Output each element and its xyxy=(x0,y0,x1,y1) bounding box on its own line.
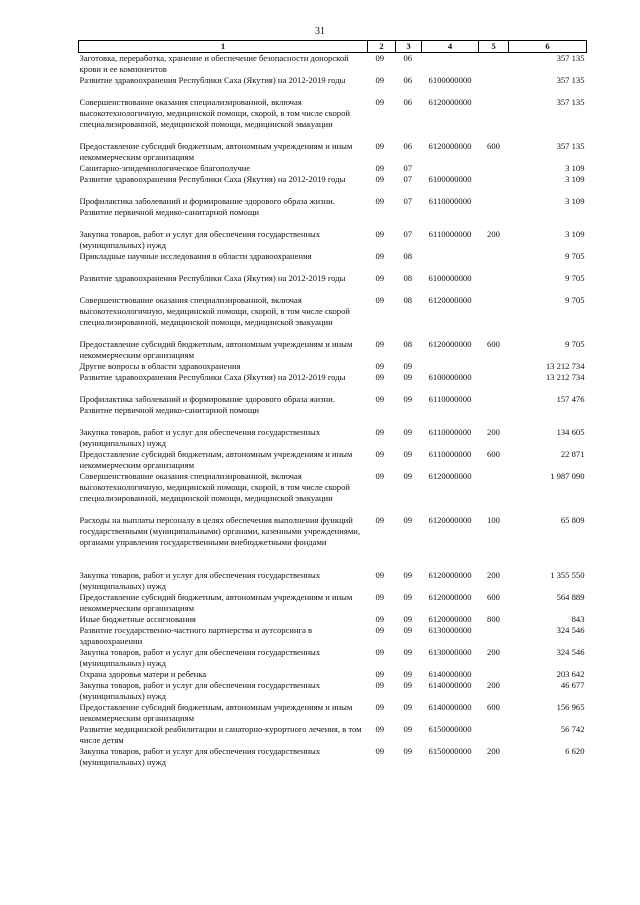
row-section-cell: 09 xyxy=(375,449,385,459)
row-amount-cell: 157 476 xyxy=(556,394,585,404)
row-expense-type-cell xyxy=(479,372,509,394)
table-row xyxy=(79,339,587,361)
row-subsection-cell: 08 xyxy=(403,273,413,283)
row-expense-type-cell xyxy=(479,394,509,427)
row-section-cell: 09 xyxy=(375,97,385,107)
row-section-cell: 09 xyxy=(375,372,385,382)
row-section-cell: 09 xyxy=(375,702,385,712)
table-row xyxy=(79,746,587,768)
row-amount-cell: 13 212 734 xyxy=(545,372,585,382)
row-amount-cell: 203 642 xyxy=(556,669,585,679)
row-subsection-cell: 09 xyxy=(403,669,413,679)
row-name-cell: Другие вопросы в области здравоохранения xyxy=(79,361,241,371)
row-section-cell: 09 xyxy=(375,471,385,481)
row-amount-cell: 324 546 xyxy=(556,625,585,635)
row-section-cell: 09 xyxy=(375,251,385,261)
table-row xyxy=(79,229,587,251)
row-target-article-cell: 6110000000 xyxy=(428,449,472,459)
row-amount-cell: 357 135 xyxy=(556,141,585,151)
row-target-article-cell: 6150000000 xyxy=(428,724,472,734)
row-name-cell: Закупка товаров, работ и услуг для обеспечения государственных (муниципальных) нужд xyxy=(79,427,321,448)
table-row xyxy=(79,669,587,680)
row-name-cell: Совершенствование оказания специализированной, включая высокотехнологичную, медицинской помощи, скорой, в том числе скорой специализированной, медицинской помощи, медицинской эвакуации xyxy=(79,97,350,129)
row-amount-cell: 1 987 090 xyxy=(550,471,585,481)
table-row xyxy=(79,97,587,141)
row-section-cell: 09 xyxy=(375,647,385,657)
row-expense-type-cell: 200 xyxy=(487,427,500,437)
row-subsection-cell: 09 xyxy=(403,702,413,712)
row-target-article-cell: 6110000000 xyxy=(428,229,472,239)
table-row xyxy=(79,724,587,746)
row-target-article-cell: 6120000000 xyxy=(428,339,472,349)
table-row xyxy=(79,471,587,515)
row-subsection-cell: 09 xyxy=(403,614,413,624)
row-subsection-cell: 06 xyxy=(403,53,413,63)
row-target-article-cell: 6120000000 xyxy=(428,515,472,525)
row-subsection-cell: 09 xyxy=(403,570,413,580)
column-header-6: 6 xyxy=(509,41,587,53)
row-amount-cell: 56 742 xyxy=(560,724,585,734)
row-amount-cell: 22 871 xyxy=(560,449,585,459)
row-section-cell: 09 xyxy=(375,229,385,239)
row-expense-type-cell: 200 xyxy=(487,647,500,657)
table-row xyxy=(79,251,587,273)
row-target-article-cell xyxy=(422,361,479,372)
row-subsection-cell: 09 xyxy=(403,427,413,437)
row-target-article-cell: 6100000000 xyxy=(428,372,472,382)
row-subsection-cell: 06 xyxy=(403,75,413,85)
row-amount-cell: 357 135 xyxy=(556,97,585,107)
row-name-cell: Совершенствование оказания специализированной, включая высокотехнологичную, медицинской помощи, скорой, в том числе скорой специализированной, медицинской помощи, медицинской эвакуации xyxy=(79,295,350,327)
row-subsection-cell: 08 xyxy=(403,339,413,349)
row-target-article-cell xyxy=(422,53,479,76)
row-name-cell: Охрана здоровья матери и ребенка xyxy=(79,669,207,679)
row-target-article-cell: 6140000000 xyxy=(428,702,472,712)
row-expense-type-cell: 600 xyxy=(487,141,500,151)
row-amount-cell: 9 705 xyxy=(565,273,585,283)
table-row xyxy=(79,163,587,174)
table-row xyxy=(79,174,587,196)
page-number: 31 xyxy=(315,26,325,37)
row-section-cell: 09 xyxy=(375,339,385,349)
row-expense-type-cell xyxy=(479,75,509,97)
row-amount-cell: 65 809 xyxy=(560,515,585,525)
row-section-cell: 09 xyxy=(375,273,385,283)
row-expense-type-cell: 600 xyxy=(487,592,500,602)
row-expense-type-cell: 200 xyxy=(487,746,500,756)
row-amount-cell: 46 677 xyxy=(560,680,585,690)
row-expense-type-cell xyxy=(479,163,509,174)
column-header-4: 4 xyxy=(422,41,479,53)
row-name-cell: Закупка товаров, работ и услуг для обеспечения государственных (муниципальных) нужд xyxy=(79,647,321,668)
row-section-cell: 09 xyxy=(375,614,385,624)
row-section-cell: 09 xyxy=(375,625,385,635)
table-row xyxy=(79,515,587,570)
row-amount-cell: 357 135 xyxy=(556,75,585,85)
row-amount-cell: 3 109 xyxy=(565,229,585,239)
budget-table xyxy=(78,40,587,768)
row-target-article-cell: 6120000000 xyxy=(428,295,472,305)
row-expense-type-cell: 200 xyxy=(487,229,500,239)
row-target-article-cell: 6120000000 xyxy=(428,570,472,580)
row-name-cell: Развитие здравоохранения Республики Саха (Якутия) на 2012-2019 годы xyxy=(79,273,346,283)
row-expense-type-cell xyxy=(479,174,509,196)
row-expense-type-cell xyxy=(479,361,509,372)
row-name-cell: Закупка товаров, работ и услуг для обеспечения государственных (муниципальных) нужд xyxy=(79,570,321,591)
row-name-cell: Закупка товаров, работ и услуг для обеспечения государственных (муниципальных) нужд xyxy=(79,229,321,250)
row-name-cell: Профилактика заболеваний и формирование здорового образа жизни. Развитие первичной медико-санитарной помощи xyxy=(79,394,335,415)
row-name-cell: Предоставление субсидий бюджетным, автономным учреждениям и иным некоммерческим организациям xyxy=(79,141,353,162)
row-target-article-cell: 6120000000 xyxy=(428,141,472,151)
row-expense-type-cell xyxy=(479,471,509,515)
row-section-cell: 09 xyxy=(375,295,385,305)
table-row xyxy=(79,75,587,97)
row-name-cell: Закупка товаров, работ и услуг для обеспечения государственных (муниципальных) нужд xyxy=(79,746,321,767)
row-name-cell: Закупка товаров, работ и услуг для обеспечения государственных (муниципальных) нужд xyxy=(79,680,321,701)
row-target-article-cell: 6100000000 xyxy=(428,75,472,85)
row-target-article-cell xyxy=(422,163,479,174)
row-amount-cell: 3 109 xyxy=(565,174,585,184)
row-target-article-cell: 6130000000 xyxy=(428,625,472,635)
row-subsection-cell: 07 xyxy=(403,229,413,239)
column-header-2: 2 xyxy=(368,41,396,53)
row-name-cell: Развитие государственно-частного партнерства и аутсорсинга в здравоохранении xyxy=(79,625,313,646)
table-body xyxy=(79,53,587,769)
row-name-cell: Прикладные научные исследования в области здравоохранения xyxy=(79,251,312,261)
table-row xyxy=(79,614,587,625)
table-row xyxy=(79,592,587,614)
table-row xyxy=(79,141,587,163)
row-section-cell: 09 xyxy=(375,163,385,173)
row-target-article-cell: 6120000000 xyxy=(428,97,472,107)
table-row xyxy=(79,196,587,229)
row-subsection-cell: 09 xyxy=(403,746,413,756)
column-header-1: 1 xyxy=(79,41,368,53)
row-target-article-cell: 6110000000 xyxy=(428,427,472,437)
row-subsection-cell: 09 xyxy=(403,361,413,371)
row-amount-cell: 843 xyxy=(571,614,585,624)
table-row xyxy=(79,372,587,394)
row-section-cell: 09 xyxy=(375,746,385,756)
table-row xyxy=(79,273,587,295)
row-section-cell: 09 xyxy=(375,141,385,151)
row-name-cell: Иные бюджетные ассигнования xyxy=(79,614,196,624)
row-amount-cell: 324 546 xyxy=(556,647,585,657)
row-expense-type-cell: 600 xyxy=(487,449,500,459)
row-name-cell: Развитие здравоохранения Республики Саха (Якутия) на 2012-2019 годы xyxy=(79,75,346,85)
table-row xyxy=(79,680,587,702)
row-section-cell: 09 xyxy=(375,196,385,206)
row-amount-cell: 6 620 xyxy=(565,746,585,756)
row-section-cell: 09 xyxy=(375,570,385,580)
table-row xyxy=(79,295,587,339)
row-subsection-cell: 09 xyxy=(403,372,413,382)
row-expense-type-cell: 100 xyxy=(487,515,500,525)
row-amount-cell: 3 109 xyxy=(565,163,585,173)
row-name-cell: Предоставление субсидий бюджетным, автономным учреждениям и иным некоммерческим организациям xyxy=(79,339,353,360)
row-amount-cell: 357 135 xyxy=(556,53,585,63)
row-subsection-cell: 09 xyxy=(403,515,413,525)
row-subsection-cell: 06 xyxy=(403,97,413,107)
row-target-article-cell: 6140000000 xyxy=(428,669,472,679)
row-amount-cell: 564 889 xyxy=(556,592,585,602)
row-section-cell: 09 xyxy=(375,669,385,679)
row-name-cell: Совершенствование оказания специализированной, включая высокотехнологичную, медицинской помощи, скорой, в том числе скорой специализированной, медицинской помощи, медицинской эвакуации xyxy=(79,471,350,503)
row-target-article-cell: 6140000000 xyxy=(428,680,472,690)
table-row xyxy=(79,394,587,427)
table-row xyxy=(79,702,587,724)
row-target-article-cell: 6120000000 xyxy=(428,471,472,481)
row-amount-cell: 156 965 xyxy=(556,702,585,712)
row-name-cell: Предоставление субсидий бюджетным, автономным учреждениям и иным некоммерческим организациям xyxy=(79,592,353,613)
row-expense-type-cell xyxy=(479,724,509,746)
row-amount-cell: 3 109 xyxy=(565,196,585,206)
row-section-cell: 09 xyxy=(375,53,385,63)
row-name-cell: Заготовка, переработка, хранение и обеспечение безопасности донорской крови и ее компонентов xyxy=(79,53,349,74)
row-expense-type-cell xyxy=(479,273,509,295)
row-expense-type-cell xyxy=(479,251,509,273)
row-name-cell: Расходы на выплаты персоналу в целях обеспечения выполнения функций государственными (муниципальными) органами, казенными учреждениями, органами управления государственными внебюджетными фондами xyxy=(79,515,361,547)
row-subsection-cell: 09 xyxy=(403,592,413,602)
row-target-article-cell: 6110000000 xyxy=(428,196,472,206)
row-expense-type-cell: 800 xyxy=(487,614,500,624)
table-row xyxy=(79,647,587,669)
row-section-cell: 09 xyxy=(375,174,385,184)
row-section-cell: 09 xyxy=(375,592,385,602)
row-subsection-cell: 09 xyxy=(403,471,413,481)
row-section-cell: 09 xyxy=(375,427,385,437)
row-subsection-cell: 07 xyxy=(403,196,413,206)
row-subsection-cell: 07 xyxy=(403,163,413,173)
row-subsection-cell: 09 xyxy=(403,394,413,404)
row-subsection-cell: 09 xyxy=(403,724,413,734)
row-subsection-cell: 07 xyxy=(403,174,413,184)
row-section-cell: 09 xyxy=(375,75,385,85)
row-amount-cell: 9 705 xyxy=(565,251,585,261)
row-target-article-cell: 6120000000 xyxy=(428,592,472,602)
row-expense-type-cell xyxy=(479,295,509,339)
column-header-3: 3 xyxy=(396,41,422,53)
table-row xyxy=(79,625,587,647)
row-section-cell: 09 xyxy=(375,361,385,371)
row-amount-cell: 9 705 xyxy=(565,295,585,305)
row-amount-cell: 1 355 550 xyxy=(550,570,585,580)
row-name-cell: Санитарно-эпидемиологическое благополучие xyxy=(79,163,251,173)
row-name-cell: Профилактика заболеваний и формирование здорового образа жизни. Развитие первичной медико-санитарной помощи xyxy=(79,196,335,217)
row-section-cell: 09 xyxy=(375,724,385,734)
row-expense-type-cell: 600 xyxy=(487,339,500,349)
table-row xyxy=(79,361,587,372)
row-amount-cell: 134 605 xyxy=(556,427,585,437)
row-section-cell: 09 xyxy=(375,394,385,404)
row-target-article-cell xyxy=(422,251,479,273)
row-subsection-cell: 09 xyxy=(403,449,413,459)
row-name-cell: Развитие здравоохранения Республики Саха (Якутия) на 2012-2019 годы xyxy=(79,174,346,184)
row-target-article-cell: 6100000000 xyxy=(428,174,472,184)
row-target-article-cell: 6120000000 xyxy=(428,614,472,624)
row-target-article-cell: 6100000000 xyxy=(428,273,472,283)
row-expense-type-cell xyxy=(479,669,509,680)
row-name-cell: Развитие медицинской реабилитации и санаторно-курортного лечения, в том числе детям xyxy=(79,724,362,745)
row-target-article-cell: 6130000000 xyxy=(428,647,472,657)
row-expense-type-cell: 200 xyxy=(487,680,500,690)
table-row xyxy=(79,53,587,76)
row-target-article-cell: 6150000000 xyxy=(428,746,472,756)
row-amount-cell: 13 212 734 xyxy=(545,361,585,371)
row-subsection-cell: 08 xyxy=(403,295,413,305)
table-row xyxy=(79,427,587,449)
table-row xyxy=(79,570,587,592)
row-subsection-cell: 09 xyxy=(403,680,413,690)
row-expense-type-cell xyxy=(479,97,509,141)
column-header-5: 5 xyxy=(479,41,509,53)
row-section-cell: 09 xyxy=(375,515,385,525)
row-name-cell: Предоставление субсидий бюджетным, автономным учреждениям и иным некоммерческим организациям xyxy=(79,449,353,470)
row-subsection-cell: 09 xyxy=(403,647,413,657)
row-name-cell: Развитие здравоохранения Республики Саха (Якутия) на 2012-2019 годы xyxy=(79,372,346,382)
row-expense-type-cell xyxy=(479,53,509,76)
row-expense-type-cell xyxy=(479,196,509,229)
row-subsection-cell: 08 xyxy=(403,251,413,261)
row-subsection-cell: 09 xyxy=(403,625,413,635)
row-subsection-cell: 06 xyxy=(403,141,413,151)
row-expense-type-cell: 600 xyxy=(487,702,500,712)
row-expense-type-cell xyxy=(479,625,509,647)
row-expense-type-cell: 200 xyxy=(487,570,500,580)
row-amount-cell: 9 705 xyxy=(565,339,585,349)
row-name-cell: Предоставление субсидий бюджетным, автономным учреждениям и иным некоммерческим организациям xyxy=(79,702,353,723)
table-header-row xyxy=(79,41,587,53)
row-section-cell: 09 xyxy=(375,680,385,690)
row-target-article-cell: 6110000000 xyxy=(428,394,472,404)
table-row xyxy=(79,449,587,471)
